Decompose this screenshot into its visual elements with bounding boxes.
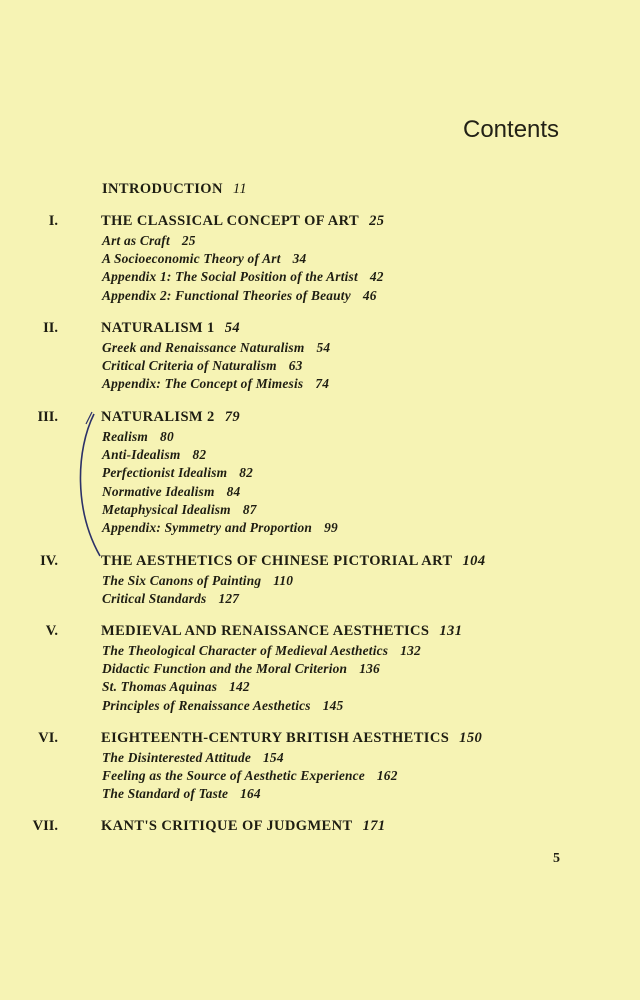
section-title: The Standard of Taste: [102, 786, 229, 802]
section-page-number: 110: [273, 573, 294, 588]
section-page-number: 82: [192, 447, 207, 463]
section-page-number: 145: [322, 697, 344, 713]
chapter-numeral: VII.: [32, 818, 58, 834]
introduction-title: INTRODUCTION: [102, 181, 223, 197]
chapter-heading[interactable]: [0, 730, 600, 750]
section-entry[interactable]: [0, 251, 600, 269]
chapter-heading[interactable]: [0, 818, 600, 838]
section-title: Feeling as the Source of Aesthetic Experience: [102, 768, 365, 784]
chapter-block: [0, 818, 600, 838]
section-page-number: 127: [218, 591, 240, 607]
section-entry[interactable]: [0, 786, 600, 804]
chapter-block: [0, 320, 600, 395]
page-folio: 5: [553, 851, 560, 866]
chapter-title: [101, 409, 240, 426]
chapter-title: [101, 623, 462, 640]
chapter-title-text: MEDIEVAL AND RENAISSANCE AESTHETICS: [101, 623, 430, 639]
chapter-title-text: NATURALISM 2: [101, 409, 215, 425]
chapter-block: [0, 213, 600, 306]
section-title: The Six Canons of Painting: [102, 573, 262, 588]
chapter-title: [101, 213, 384, 230]
chapter-heading[interactable]: [0, 213, 600, 233]
section-title: Greek and Renaissance Naturalism: [102, 340, 305, 355]
section-title: Principles of Renaissance Aesthetics: [102, 697, 311, 713]
section-entry[interactable]: [0, 288, 600, 306]
section-title: Art as Craft: [102, 233, 170, 248]
section-title: A Socioeconomic Theory of Art: [102, 251, 281, 267]
chapter-page-number: 131: [439, 623, 463, 639]
chapter-numeral: V.: [45, 623, 58, 639]
section-page-number: 80: [160, 429, 174, 444]
chapter-block: [0, 623, 600, 716]
chapter-page-number: 54: [224, 320, 241, 336]
section-entry[interactable]: [0, 269, 600, 287]
section-page-number: 162: [376, 768, 398, 784]
section-entry[interactable]: [0, 340, 600, 358]
section-entry[interactable]: [0, 376, 600, 394]
chapter-numeral: I.: [48, 213, 58, 229]
chapter-block: [0, 553, 600, 609]
introduction-page: 11: [232, 181, 248, 197]
section-title: Appendix: The Concept of Mimesis: [102, 376, 304, 392]
chapter-title-text: THE CLASSICAL CONCEPT OF ART: [101, 213, 360, 229]
chapter-title: [101, 553, 485, 570]
section-page-number: 87: [242, 501, 257, 517]
section-title: Metaphysical Idealism: [102, 501, 231, 517]
section-page-number: 154: [263, 750, 284, 765]
section-page-number: 132: [400, 643, 421, 658]
section-entry[interactable]: [0, 591, 600, 609]
section-title: Critical Criteria of Naturalism: [102, 358, 277, 374]
chapter-page-number: 171: [362, 818, 386, 834]
chapter-title: [101, 730, 482, 747]
section-entry[interactable]: [0, 679, 600, 697]
section-title: Anti-Idealism: [102, 447, 181, 463]
section-title: St. Thomas Aquinas: [102, 679, 218, 695]
section-title: Normative Idealism: [102, 483, 215, 499]
section-page-number: 164: [240, 786, 261, 802]
chapter-heading[interactable]: [0, 623, 600, 643]
section-page-number: 34: [292, 251, 307, 267]
handwritten-bracket-mark: [70, 410, 110, 560]
introduction-entry[interactable]: [102, 181, 247, 198]
section-entry[interactable]: [0, 573, 600, 591]
chapter-page-number: 104: [462, 553, 486, 569]
chapter-numeral: VI.: [38, 730, 58, 746]
section-entry[interactable]: [0, 358, 600, 376]
section-page-number: 99: [324, 519, 338, 535]
section-title: The Theological Character of Medieval Aesthetics: [102, 643, 389, 658]
section-entry[interactable]: [0, 643, 600, 661]
chapter-title-text: KANT'S CRITIQUE OF JUDGMENT: [101, 818, 353, 834]
section-page-number: 82: [239, 465, 254, 481]
section-entry[interactable]: [0, 698, 600, 716]
chapter-numeral: III.: [37, 409, 58, 425]
section-title: Critical Standards: [102, 591, 207, 607]
chapter-title: [101, 320, 240, 337]
section-page-number: 46: [362, 287, 377, 303]
section-title: Appendix 2: Functional Theories of Beauty: [102, 287, 351, 303]
section-page-number: 42: [369, 269, 384, 285]
section-entry[interactable]: [0, 768, 600, 786]
chapter-page-number: 25: [369, 213, 385, 229]
section-entry[interactable]: [0, 750, 600, 768]
section-title: The Disinterested Attitude: [102, 750, 252, 765]
chapter-title: [101, 818, 386, 835]
chapter-heading[interactable]: [0, 320, 600, 340]
chapter-numeral: IV.: [40, 553, 58, 569]
section-page-number: 54: [316, 340, 331, 355]
section-title: Appendix 1: The Social Position of the Artist: [102, 269, 358, 285]
section-title: Perfectionist Idealism: [102, 465, 228, 481]
chapter-title-text: NATURALISM 1: [101, 320, 215, 336]
chapter-page-number: 150: [459, 730, 483, 746]
page-title: Contents: [463, 116, 560, 143]
section-page-number: 84: [226, 483, 241, 499]
section-page-number: 136: [359, 661, 380, 677]
section-page-number: 74: [315, 376, 330, 392]
section-page-number: 142: [229, 679, 250, 695]
chapter-block: [0, 730, 600, 805]
section-entry[interactable]: [0, 233, 600, 251]
chapter-title-text: EIGHTEENTH-CENTURY BRITISH AESTHETICS: [101, 730, 450, 746]
chapter-page-number: 79: [224, 409, 241, 425]
chapter-title-text: THE AESTHETICS OF CHINESE PICTORIAL ART: [101, 553, 453, 569]
section-entry[interactable]: [0, 661, 600, 679]
section-page-number: 63: [288, 358, 303, 374]
section-page-number: 25: [181, 233, 196, 248]
chapter-numeral: II.: [43, 320, 58, 336]
section-title: Realism: [102, 429, 149, 444]
section-title: Appendix: Symmetry and Proportion: [102, 519, 313, 535]
section-title: Didactic Function and the Moral Criterion: [102, 661, 348, 677]
